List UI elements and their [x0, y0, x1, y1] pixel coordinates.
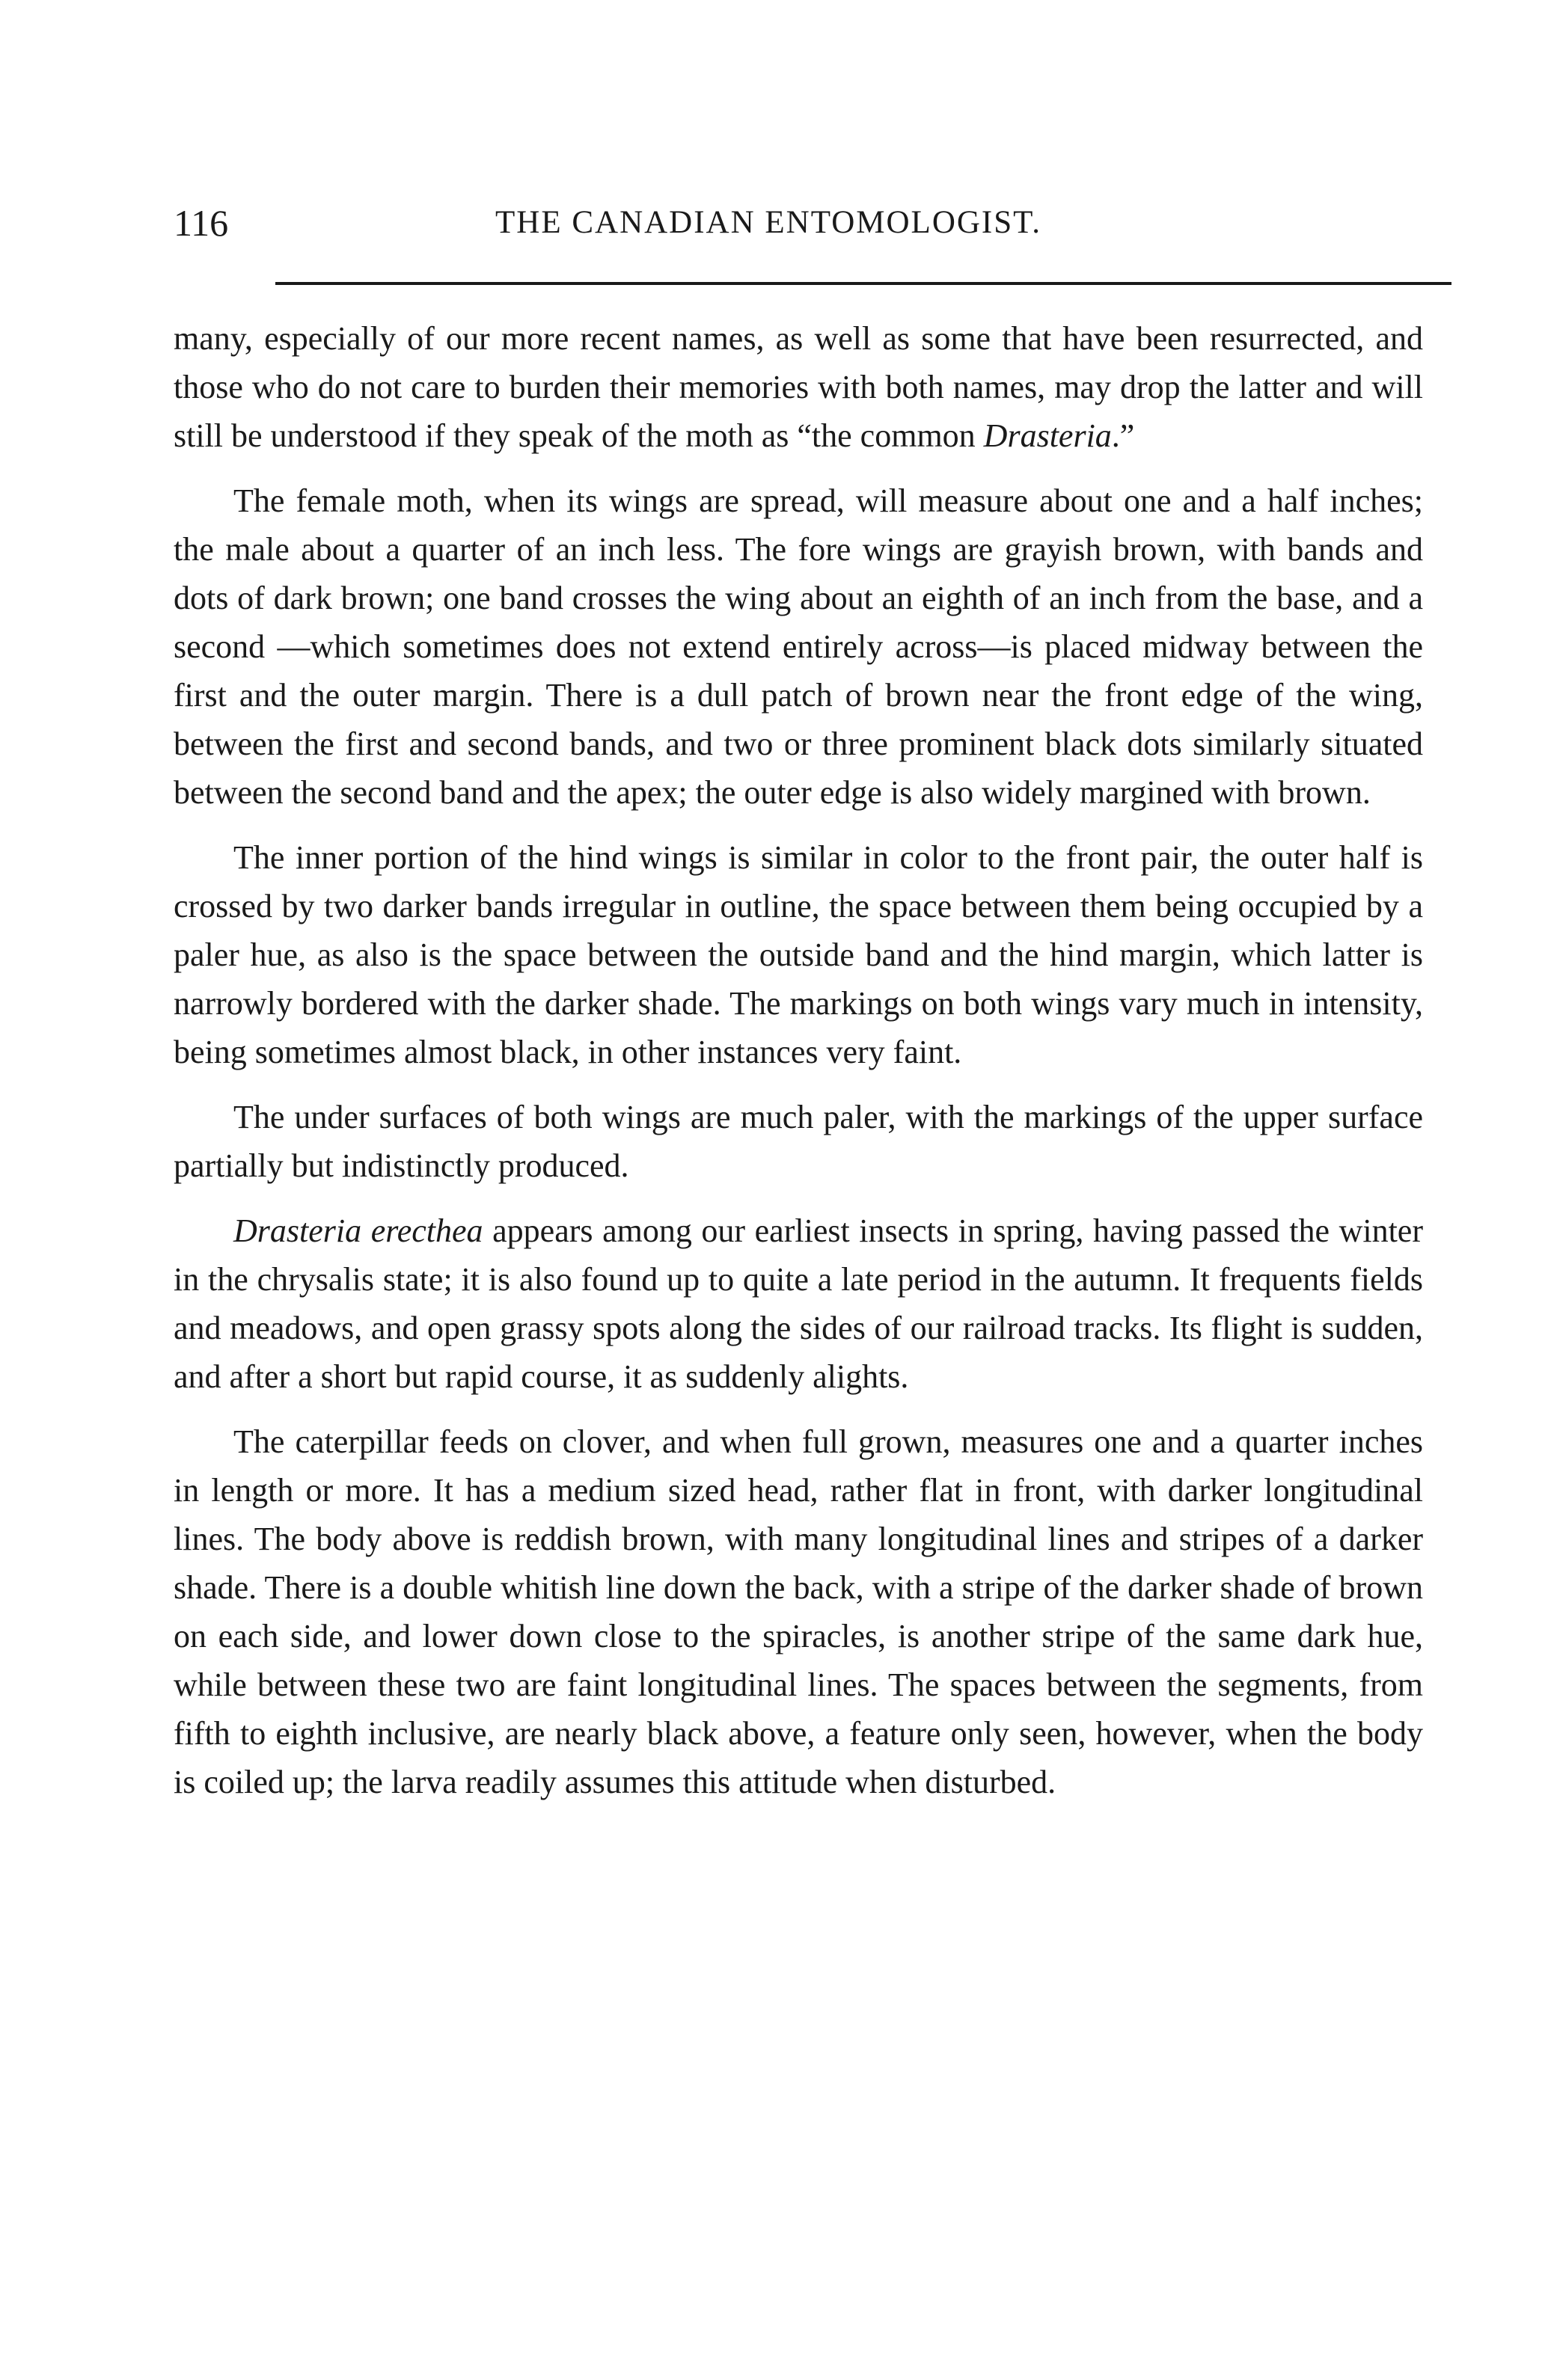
paragraph-continued: many, especially of our more recent names, as well as some that have been resurrected, and those who do not care to burden their memories with both names, may drop the latter and will still be understood if they speak of the moth as “the common Drasteria.”	[174, 320, 1423, 454]
header-rule	[275, 282, 1451, 285]
paragraph-seasonality: Drasteria erecthea appears among our earliest insects in spring, having passed the winter in the chrysalis state; it is also found up to quite a late period in the autumn. It frequents fields and meadows, and open grassy spots along the sides of our railroad tracks. Its flight is sudden, and after a short but rapid course, it as suddenly alights.	[174, 1212, 1423, 1395]
paragraph-moth-description: The female moth, when its wings are spread, will measure about one and a half inches; the male about a quarter of an inch less. The fore wings are grayish brown, with bands and dots of dark brown; one band crosses the wing about an eighth of an inch from the base, and a second —which sometimes does not extend entirely across—is placed midway between the first and the outer margin. There is a dull patch of brown near the front edge of the wing, between the first and second bands, and two or three prominent black dots similarly situated between the second band and the apex; the outer edge is also widely margined with brown.	[174, 482, 1423, 811]
paragraph-under-surfaces: The under surfaces of both wings are much paler, with the markings of the upper surface partially but indistinctly produced.	[174, 1099, 1423, 1184]
paragraph-hind-wings: The inner portion of the hind wings is similar in color to the front pair, the outer half is crossed by two darker bands irregular in outline, the space between them being occupied by a paler hue, as also is the space between the outside band and the hind margin, which latter is narrowly bordered with the darker shade. The markings on both wings vary much in intensity, being sometimes almost black, in other instances very faint.	[174, 839, 1423, 1070]
page-header	[174, 200, 1363, 245]
page-number: 116	[174, 202, 229, 244]
running-title: THE CANADIAN ENTOMOLOGIST.	[495, 205, 1041, 240]
paragraph-caterpillar: The caterpillar feeds on clover, and when full grown, measures one and a quarter inches in length or more. It has a medium sized head, rather flat in front, with darker longitudinal lines. The body above is reddish brown, with many longitudinal lines and stripes of a darker shade. There is a double whitish line down the back, with a stripe of the darker shade of brown on each side, and lower down close to the spiracles, is another stripe of the same dark hue, while between these two are faint longitudinal lines. The spaces between the segments, from fifth to eighth inclusive, are nearly black above, a feature only seen, however, when the body is coiled up; the larva readily assumes this attitude when disturbed.	[174, 1423, 1423, 1800]
article-body	[174, 314, 1423, 1823]
